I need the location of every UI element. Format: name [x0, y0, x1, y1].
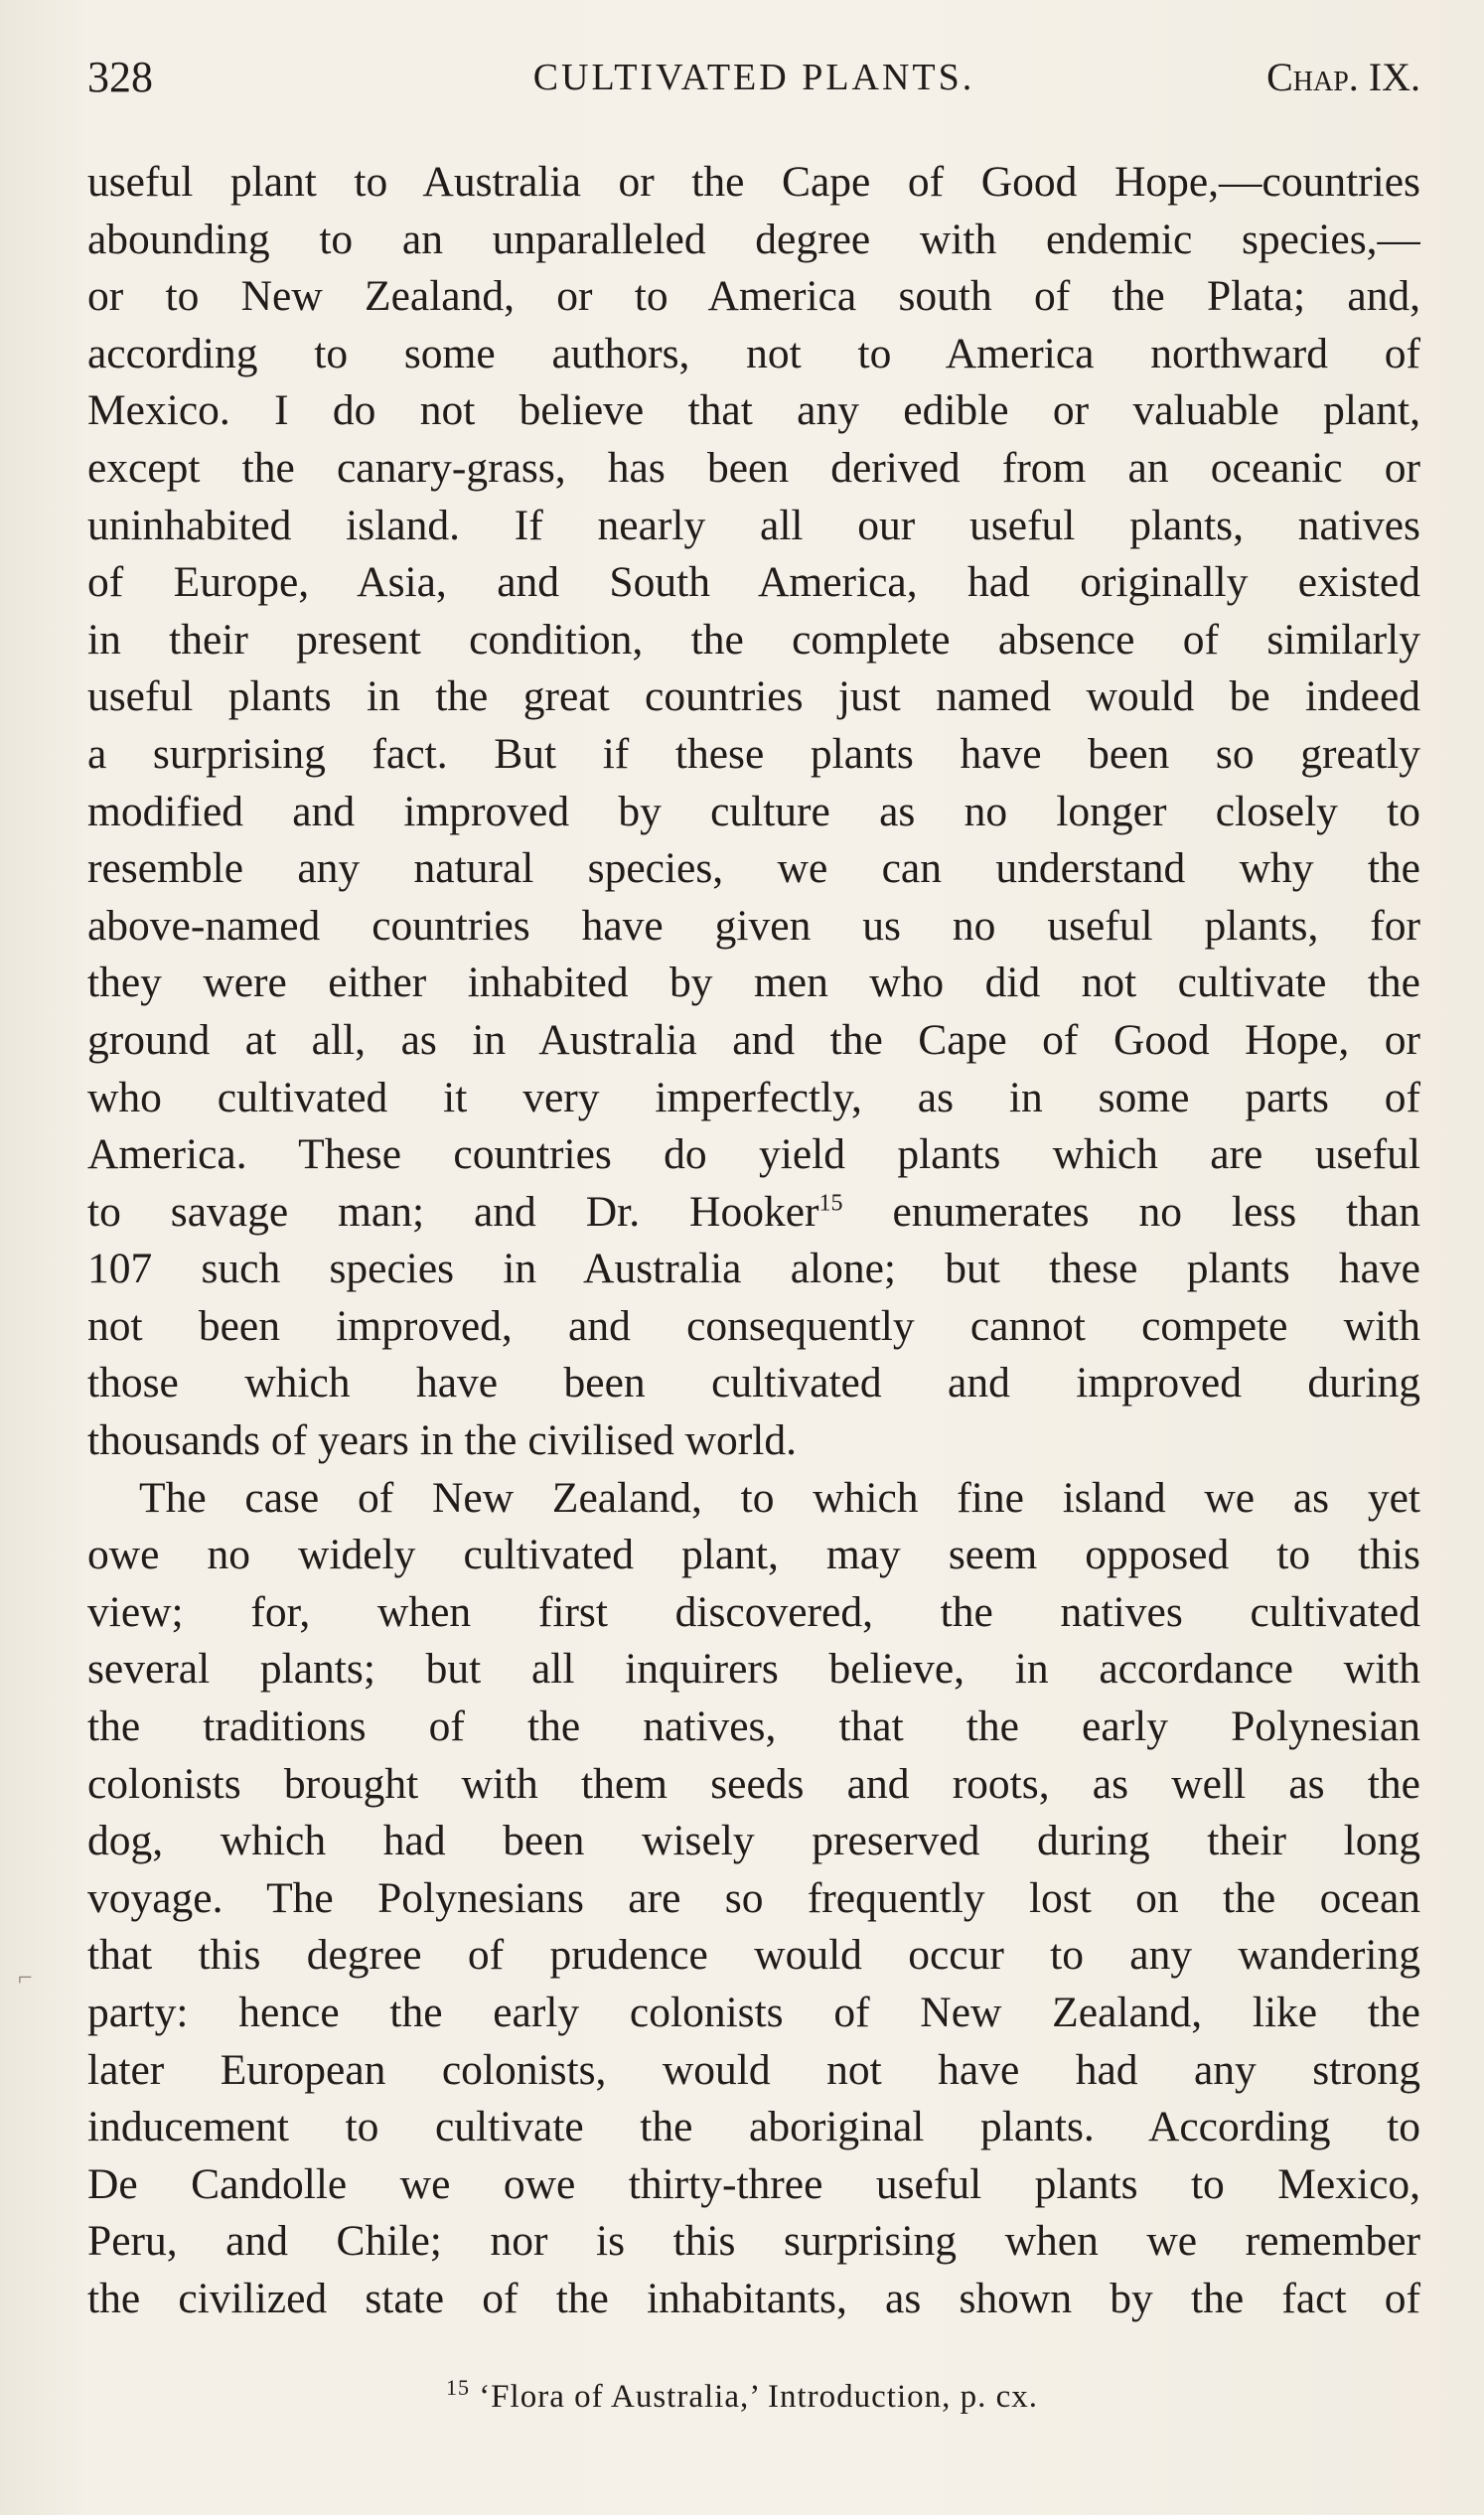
text-line: useful plants in the great countries just named would be indeed [87, 672, 1420, 721]
text-line: later European colonists, would not have had any strong [87, 2045, 1420, 2094]
text-line: who cultivated it very imperfectly, as in some parts of [87, 1073, 1420, 1121]
text-line: of Europe, Asia, and South America, had originally existed [87, 558, 1420, 607]
text-line: America. These countries do yield plants which are useful [87, 1130, 1420, 1179]
text-line: those which have been cultivated and improved during [87, 1359, 1420, 1407]
text-line: owe no widely cultivated plant, may seem opposed to this [87, 1531, 1420, 1579]
page-header [87, 52, 1420, 111]
text-line: colonists brought with them seeds and roots, as well as the [87, 1759, 1420, 1808]
text-line: view; for, when first discovered, the natives cultivated [87, 1587, 1420, 1636]
footnote [0, 2375, 1484, 2416]
text-line: useful plant to Australia or the Cape of Good Hope,—countries [87, 158, 1420, 206]
text-line: Mexico. I do not believe that any edible or valuable plant, [87, 386, 1420, 435]
text-line: uninhabited island. If nearly all our useful plants, natives [87, 501, 1420, 549]
text-line: 107 such species in Australia alone; but these plants have [87, 1245, 1420, 1293]
text-line: abounding to an unparalleled degree with endemic species,— [87, 215, 1420, 263]
text-line: that this degree of prudence would occur to any wandering [87, 1931, 1420, 1980]
text-line: Peru, and Chile; nor is this surprising when we remember [87, 2217, 1420, 2266]
margin-mark: ⌐ [18, 1963, 33, 1992]
footnote-text: ‘Flora of Australia,’ Introduction, p. cx. [469, 2379, 1039, 2415]
text-line: ground at all, as in Australia and the Cape of Good Hope, or [87, 1015, 1420, 1064]
text-line: dog, which had been wisely preserved during their long [87, 1817, 1420, 1865]
text-line: party: hence the early colonists of New Zealand, like the [87, 1989, 1420, 2036]
text-line: De Candolle we owe thirty-three useful plants to Mexico, [87, 2159, 1420, 2208]
text-line: according to some authors, not to America northward of [87, 329, 1420, 377]
text-line: The case of New Zealand, to which fine island we as yet [139, 1473, 1420, 1522]
text-line: a surprising fact. But if these plants have been so greatly [87, 729, 1420, 778]
text-line: voyage. The Polynesians are so frequently lost on the ocean [87, 1873, 1420, 1922]
text-line: several plants; but all inquirers believe, in accordance with [87, 1645, 1420, 1694]
footnote-marker: 15 [445, 2375, 470, 2400]
text-line: inducement to cultivate the aboriginal plants. According to [87, 2103, 1420, 2151]
text-line: above-named countries have given us no useful plants, for [87, 901, 1420, 950]
text-line: they were either inhabited by men who did not cultivate the [87, 959, 1420, 1007]
text-line: to savage man; and Dr. Hooker$^{15}$ enumerates no less than [87, 1187, 1420, 1236]
text-line: not been improved, and consequently cannot compete with [87, 1301, 1420, 1350]
text-line: resemble any natural species, we can understand why the [87, 844, 1420, 893]
body-text [87, 154, 1420, 2328]
text-line: the civilized state of the inhabitants, as shown by the fact of [87, 2274, 1420, 2322]
text-line: modified and improved by culture as no longer closely to [87, 787, 1420, 835]
chapter-label: Chap. IX. [1266, 55, 1420, 99]
running-title: CULTIVATED PLANTS. [532, 57, 975, 98]
text-line: or to New Zealand, or to America south of the Plata; and, [87, 272, 1420, 321]
page-number: 328 [87, 53, 153, 101]
text-line: the traditions of the natives, that the early Polynesian [87, 1702, 1420, 1751]
text-line: in their present condition, the complete absence of similarly [87, 615, 1420, 664]
footnote-reference: 15 [818, 1190, 843, 1217]
text-line: thousands of years in the civilised world. [87, 1416, 797, 1465]
text-line: except the canary-grass, has been derived from an oceanic or [87, 443, 1420, 492]
